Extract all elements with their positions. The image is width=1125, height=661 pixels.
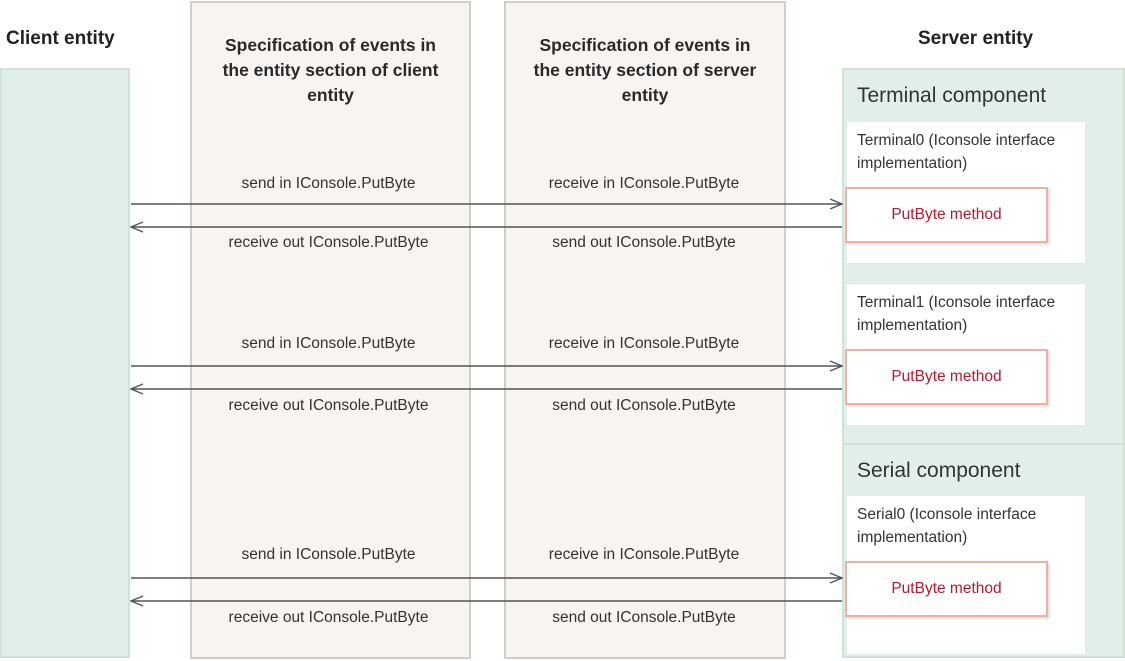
flow2-server-receive: receive in IConsole.PutByte [548, 546, 740, 563]
terminal1-putbyte-method[interactable]: PutByte method [845, 349, 1048, 405]
flow1-server-send: send out IConsole.PutByte [552, 397, 736, 414]
flow2-client-receive: receive out IConsole.PutByte [228, 609, 429, 626]
flow1-server-receive: receive in IConsole.PutByte [548, 335, 740, 352]
server-entity-heading: Server entity [918, 28, 1034, 49]
terminal1-label: Terminal1 (Iconsole interface implementation) [857, 294, 1056, 334]
flow0-server-receive: receive in IConsole.PutByte [548, 175, 740, 192]
flow1-client-send: send in IConsole.PutByte [241, 335, 416, 352]
flow1-client-receive: receive out IConsole.PutByte [228, 397, 429, 414]
client-entity-heading: Client entity [6, 28, 115, 49]
flow0-client-send: send in IConsole.PutByte [241, 175, 416, 192]
serial0-putbyte-method[interactable]: PutByte method [845, 561, 1048, 617]
server-spec-title: Specification of events in the entity section of server entity [533, 35, 757, 105]
serial0-label: Serial0 (Iconsole interface implementation) [857, 506, 1037, 546]
flow2-server-send: send out IConsole.PutByte [552, 609, 736, 626]
flow0-server-send: send out IConsole.PutByte [552, 234, 736, 251]
flow0-client-receive: receive out IConsole.PutByte [228, 234, 429, 251]
terminal-component-title: Terminal component [857, 84, 1047, 107]
terminal0-putbyte-method[interactable]: PutByte method [845, 187, 1048, 243]
client-spec-title: Specification of events in the entity section of client entity [222, 35, 439, 105]
terminal0-label: Terminal0 (Iconsole interface implementation) [857, 132, 1056, 172]
serial-component-title: Serial component [857, 459, 1021, 482]
flow2-client-send: send in IConsole.PutByte [241, 546, 416, 563]
